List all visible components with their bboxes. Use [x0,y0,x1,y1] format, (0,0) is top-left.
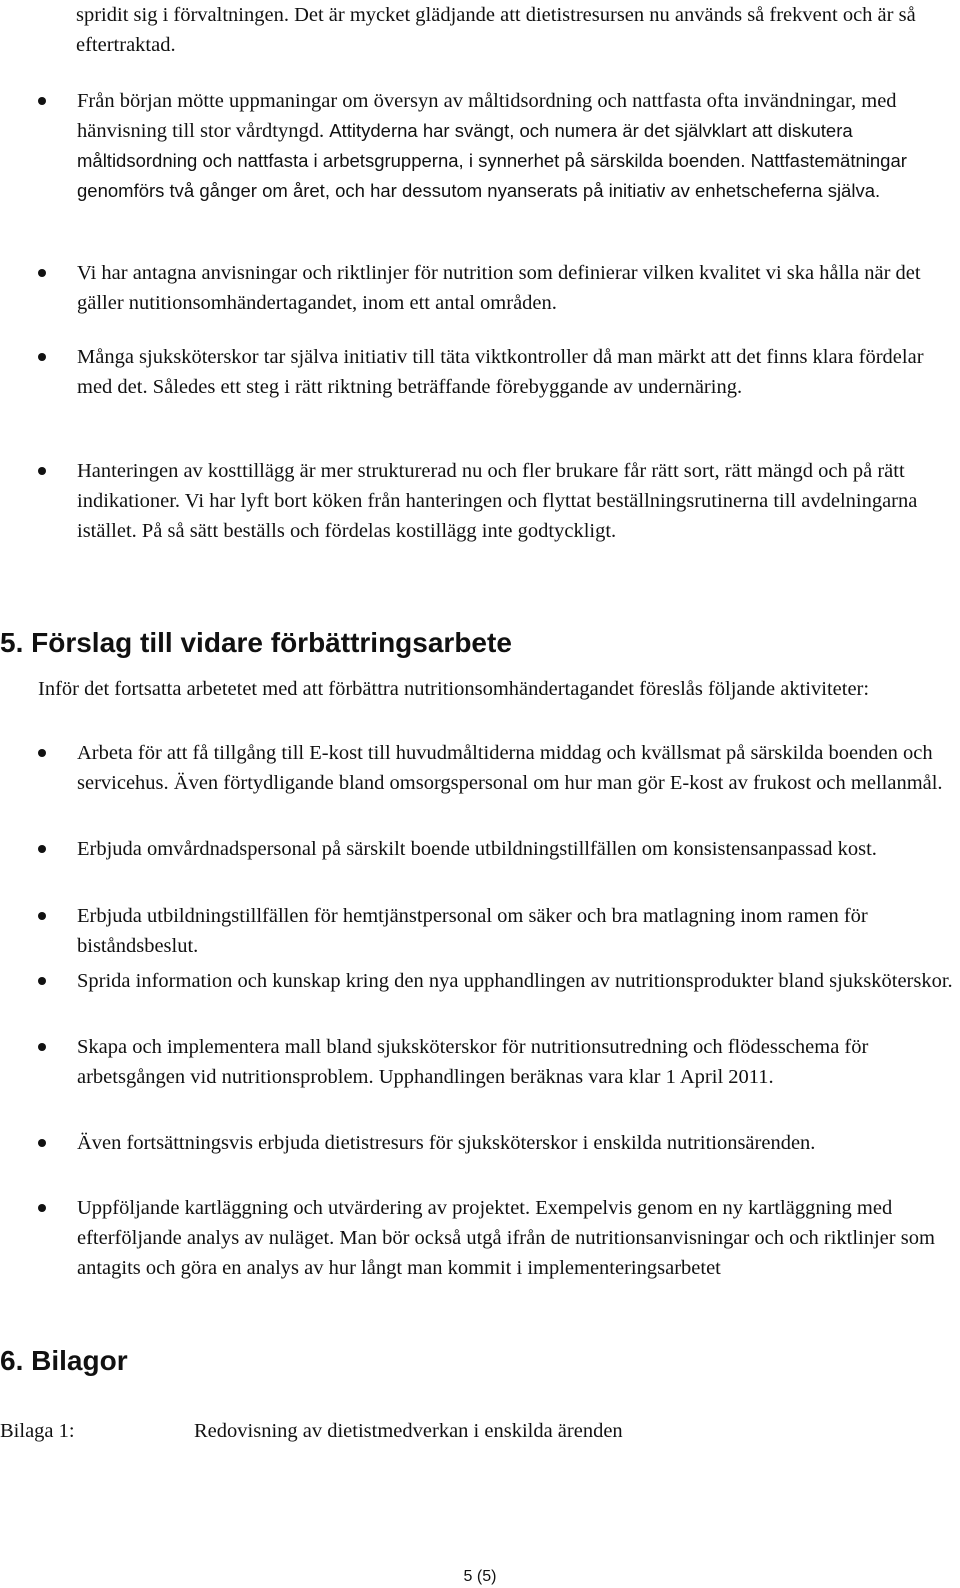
bullet-icon [38,1204,46,1212]
bullet-text: Även fortsättningsvis erbjuda dietistresurs för sjuksköterskor i enskilda nutritionsärenden. [77,1132,816,1154]
bullet-text: Arbeta för att få tillgång till E-kost till huvudmåltiderna middag och kvällsmat på särskilda boenden och servicehus. Även förtydligande bland omsorgspersonal om hur man gör E-kost av frukost och mellanmål. [77,742,943,794]
intro-paragraph: spridit sig i förvaltningen. Det är mycket glädjande att dietistresursen nu används så frekvent och är så eftertraktad. [76,4,916,56]
bullet-text: Erbjuda utbildningstillfällen för hemtjänstpersonal om säker och bra matlagning inom ramen för biståndsbeslut. [77,905,868,957]
bullet-text: Uppföljande kartläggning och utvärdering av projektet. Exempelvis genom en ny kartläggning med efterföljande analys av nuläget. Man bör också utgå ifrån de nutritionsanvisningar och och riktlinjer som antagits och göra en analys av hur långt man kommit i implementeringsarbetet [77,1197,935,1279]
bullet-text: Sprida information och kunskap kring den nya upphandlingen av nutritionsprodukter bland sjuksköterskor. [77,970,953,992]
bullet-icon [38,845,46,853]
section-intro: Inför det fortsatta arbetetet med att förbättra nutritionsomhändertagandet föreslås följande aktiviteter: [38,678,870,700]
bullet-text: Många sjuksköterskor tar själva initiativ till täta viktkontroller då man märkt att det finns klara fördelar med det. Således ett steg i rätt riktning beträffande förebyggande av undernäring. [77,346,924,398]
bullet-icon [38,269,46,277]
bullet-icon [38,97,46,105]
bullet-icon [38,1139,46,1147]
bullet-icon [38,1043,46,1051]
attachment-label: Bilaga 1: [0,1420,75,1442]
list-item [38,86,953,236]
bullet-icon [38,912,46,920]
section-heading: 5. Förslag till vidare förbättringsarbete [0,627,512,658]
bullet-icon [38,749,46,757]
bullet-text-sans: Attityderna har svängt, och numera är det självklart att diskutera måltidsordning och nattfasta i arbetsgrupperna, i synnerhet på särskilda boenden. Nattfastemätningar genomförs två gånger om året, och har dessutom nyanserats på initiativ av enhetscheferna själva. [77,120,907,201]
bullet-icon [38,467,46,475]
bullet-icon [38,977,46,985]
bullet-text-serif: Från början mötte uppmaningar om översyn av måltidsordning och nattfasta ofta invändningar, med hänvisning till stor vårdtyngd. [77,90,897,142]
section-heading: 6. Bilagor [0,1345,128,1376]
bullet-text: Skapa och implementera mall bland sjuksköterskor för nutritionsutredning och flödesschema för arbetsgången vid nutritionsproblem. Upphandlingen beräknas vara klar 1 April 2011. [77,1036,869,1088]
bullet-text: Hanteringen av kosttillägg är mer strukturerad nu och fler brukare får rätt sort, rätt mängd och på rätt indikationer. Vi har lyft bort köken från hanteringen och flyttat beställningsrutinerna till avdelningarna istället. På så sätt beställs och fördelas kostillägg inte godtyckligt. [77,460,918,542]
page-number: 5 (5) [463,1568,497,1585]
bullet-icon [38,353,46,361]
bullet-text: Vi har antagna anvisningar och riktlinjer för nutrition som definierar vilken kvalitet vi ska hålla när det gäller nutitionsomhändertagandet, inom ett antal områden. [77,262,921,314]
bullet-text: Erbjuda omvårdnadspersonal på särskilt boende utbildningstillfällen om konsistensanpassad kost. [77,838,877,860]
attachment-title: Redovisning av dietistmedverkan i enskilda ärenden [194,1420,623,1442]
